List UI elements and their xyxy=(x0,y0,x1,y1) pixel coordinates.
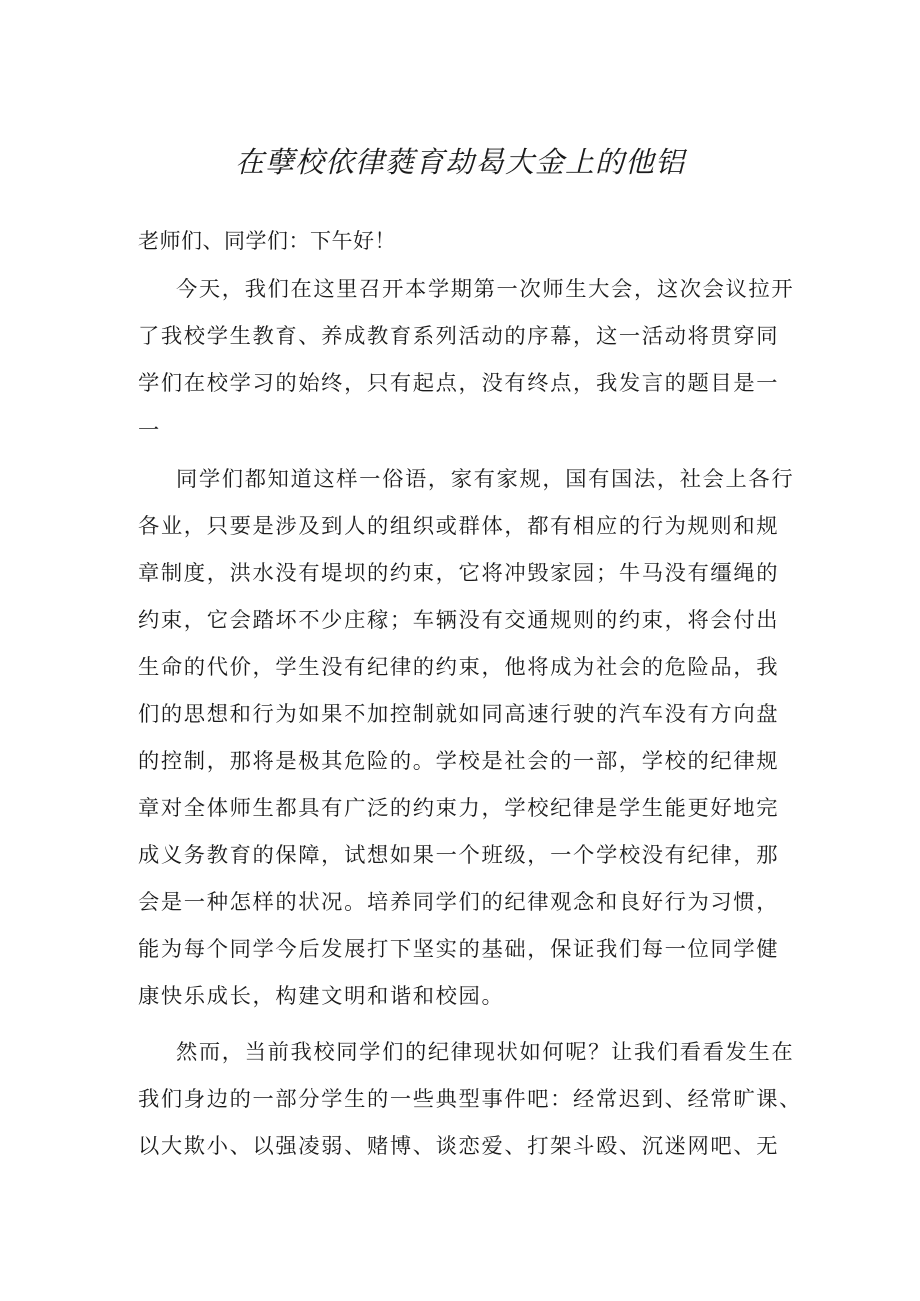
paragraph-2-line-10: 会是一种怎样的状况。培养同学们的纪律观念和良好行为习惯， xyxy=(138,890,780,915)
paragraph-1-line-1: 今天，我们在这里召开本学期第一次师生大会，这次会议拉开 xyxy=(176,277,795,302)
greeting-line: 老师们、同学们：下午好！ xyxy=(138,229,396,253)
paragraph-2-line-11: 能为每个同学今后发展打下坚实的基础，保证我们每一位同学健 xyxy=(138,937,780,962)
paragraph-2-line-8: 章对全体师生都具有广泛的约束力，学校纪律是学生能更好地完 xyxy=(138,796,780,821)
paragraph-1-line-3: 学们在校学习的始终，只有起点，没有终点，我发言的题目是一 xyxy=(138,371,780,396)
paragraph-3-line-1: 然而，当前我校同学们的纪律现状如何呢？让我们看看发生在 xyxy=(176,1040,795,1065)
paragraph-2-line-6: 们的思想和行为如果不加控制就如同高速行驶的汽车没有方向盘 xyxy=(138,702,780,727)
paragraph-2-line-3: 章制度，洪水没有堤坝的约束，它将冲毁家园；牛马没有缰绳的 xyxy=(138,561,780,586)
paragraph-2-line-12: 康快乐成长，构建文明和谐和校园。 xyxy=(138,984,505,1009)
paragraph-3-line-3: 以大欺小、以强凌弱、赌博、谈恋爱、打架斗殴、沉迷网吧、无 xyxy=(138,1134,780,1159)
paragraph-2-line-4: 约束，它会踏坏不少庄稼；车辆没有交通规则的约束，将会付出 xyxy=(138,608,780,633)
paragraph-3-line-2: 我们身边的一部分学生的一些典型事件吧：经常迟到、经常旷课、 xyxy=(138,1087,803,1112)
paragraph-2-line-1: 同学们都知道这样一俗语，家有家规，国有国法，社会上各行 xyxy=(176,467,795,492)
paragraph-2-line-7: 的控制，那将是极其危险的。学校是社会的一部，学校的纪律规 xyxy=(138,749,780,774)
document-title: 在孽校依律蕤育劫曷大金上的他铝 xyxy=(234,145,685,179)
paragraph-1-line-2: 了我校学生教育、养成教育系列活动的序幕，这一活动将贯穿同 xyxy=(138,324,780,349)
paragraph-1-line-4: 一 xyxy=(138,418,161,443)
paragraph-2-line-2: 各业，只要是涉及到人的组织或群体，都有相应的行为规则和规 xyxy=(138,514,780,539)
paragraph-2-line-5: 生命的代价，学生没有纪律的约束，他将成为社会的危险品，我 xyxy=(138,655,780,680)
paragraph-2-line-9: 成义务教育的保障，试想如果一个班级，一个学校没有纪律，那 xyxy=(138,843,780,868)
